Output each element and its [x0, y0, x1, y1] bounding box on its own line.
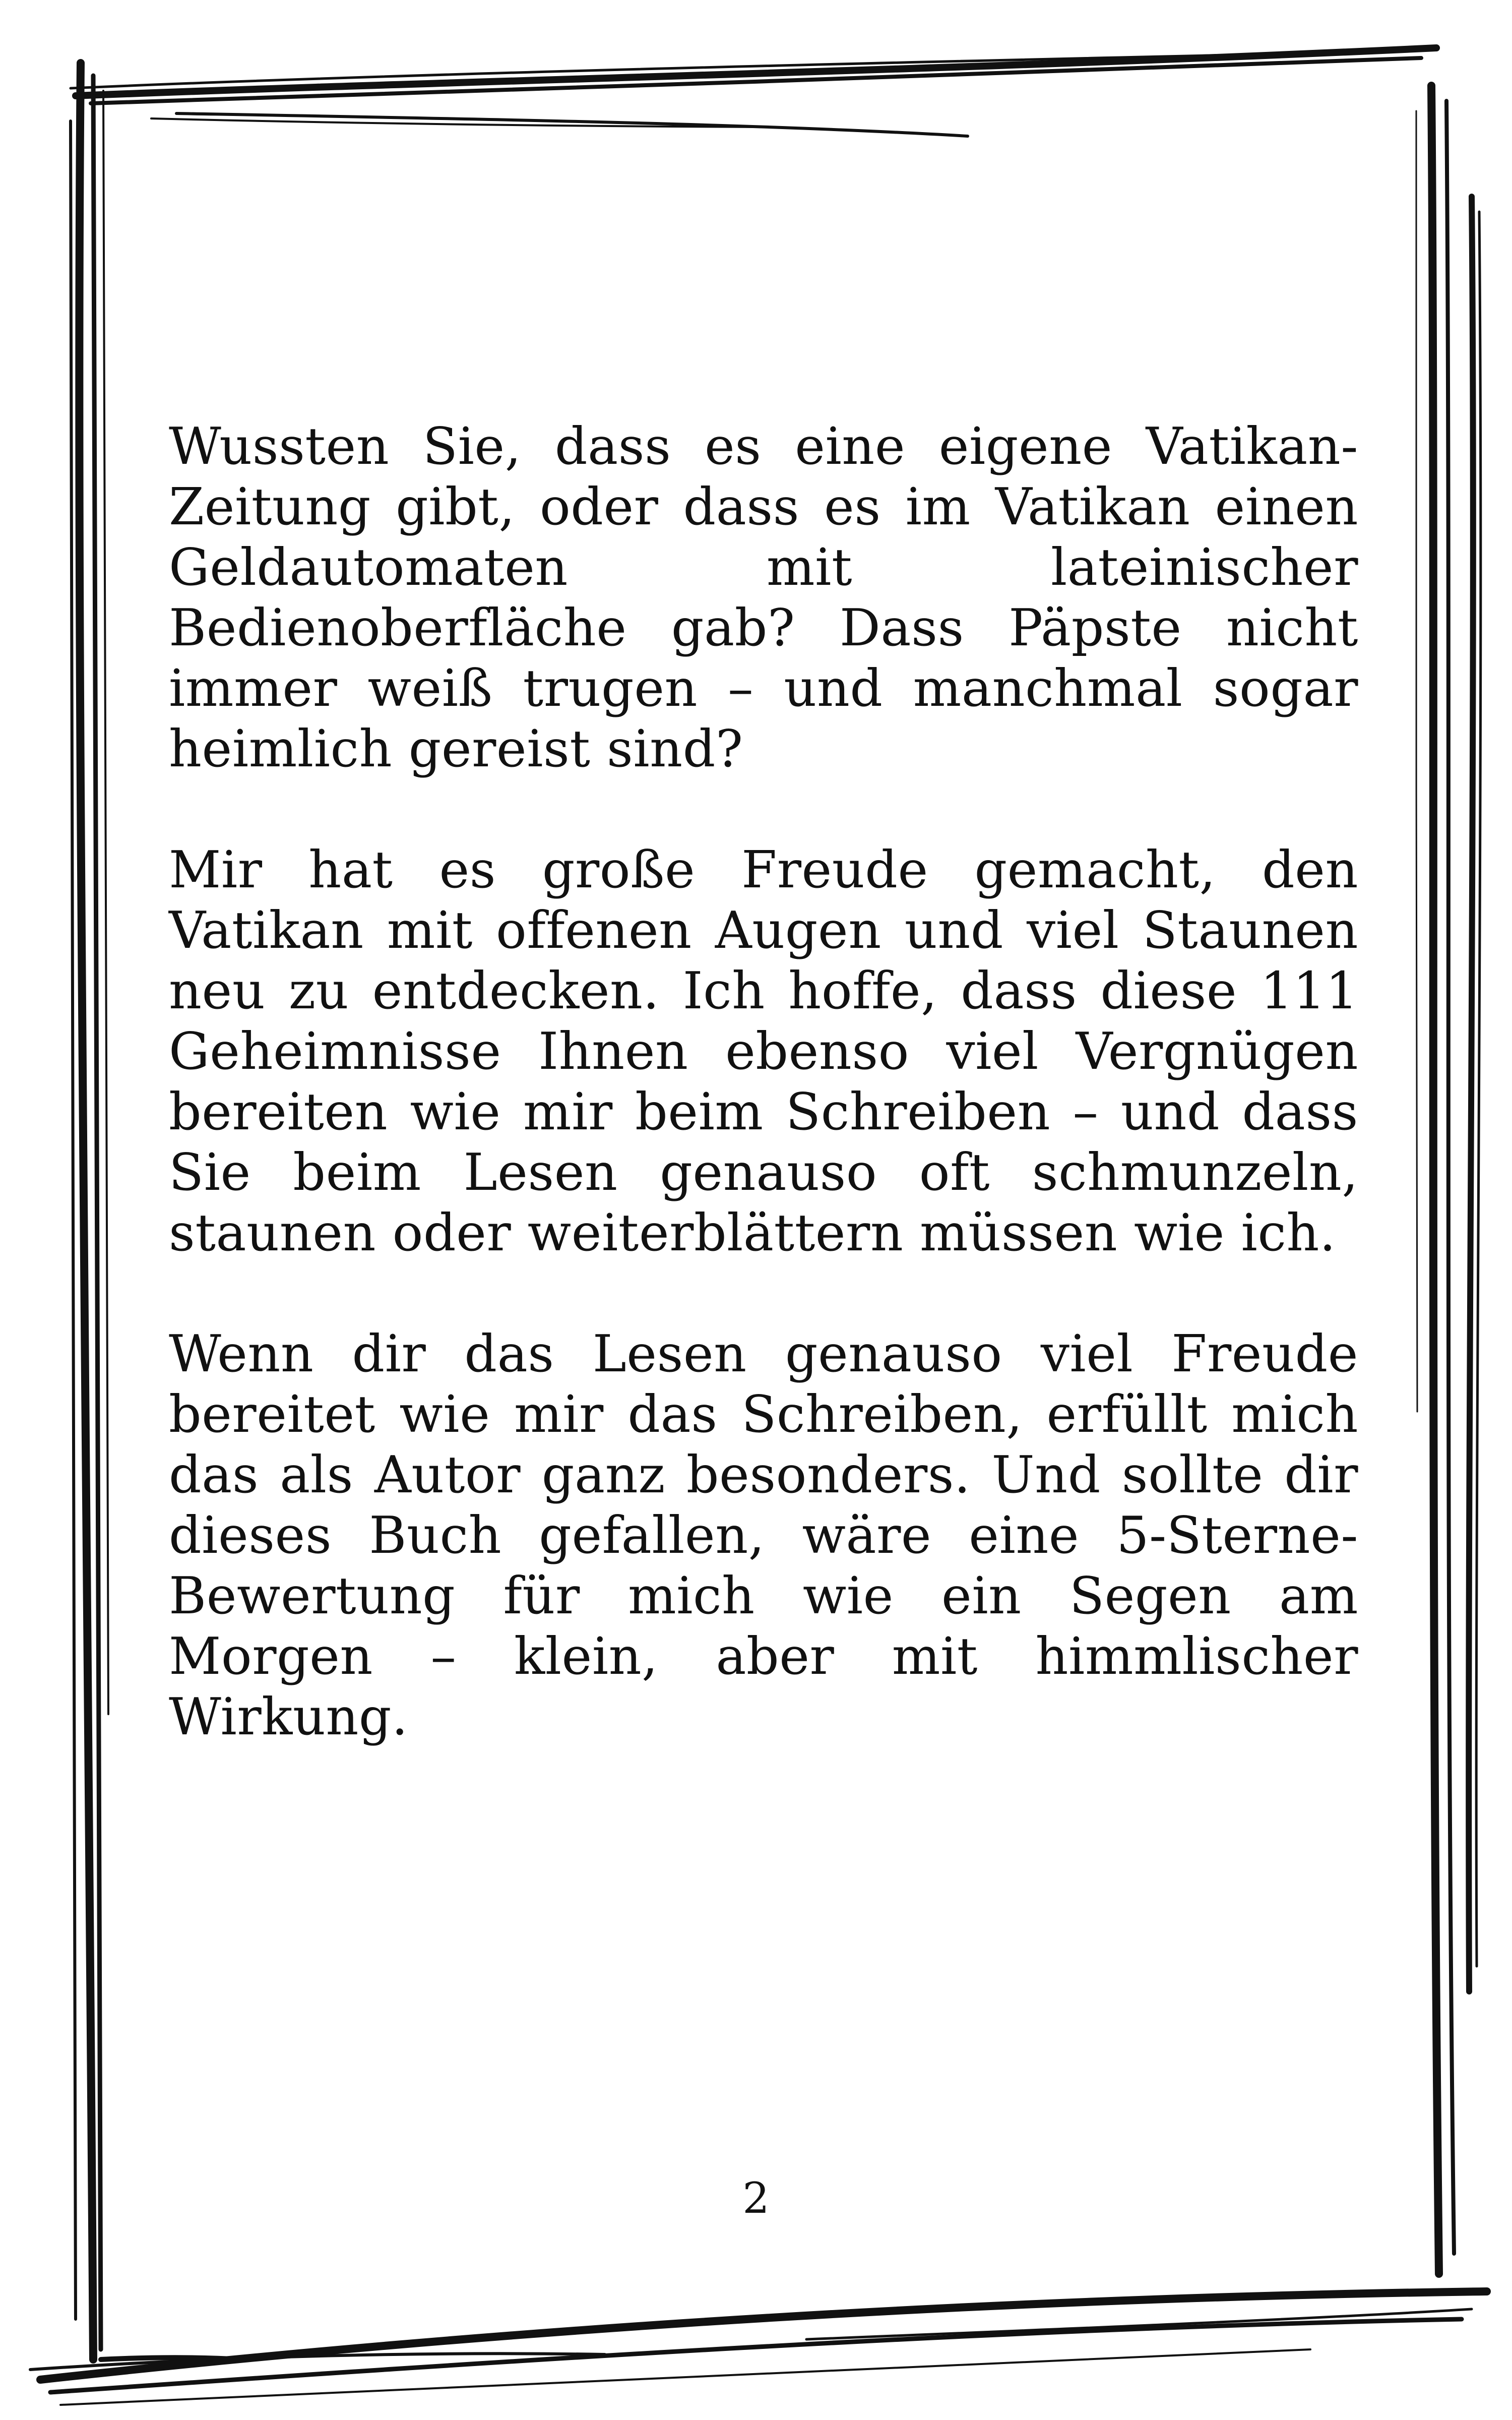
body-text	[169, 416, 1358, 1807]
frame-left-stroke	[79, 63, 93, 2360]
paragraph-1: Wussten Sie, dass es eine eigene Vatikan-Zeitung gibt, oder dass es im Vatikan einen Geldautomaten mit lateinischer Bedienoberfläche gab? Dass Päpste nicht immer weiß trugen – und manchmal sogar heimlich gereist sind?	[169, 416, 1358, 778]
page-number: 2	[742, 2173, 770, 2223]
paragraph-2: Mir hat es große Freude gemacht, den Vatikan mit offenen Augen und viel Staunen neu zu entdecken. Ich hoffe, dass diese 111 Geheimnisse Ihnen ebenso viel Vergnügen bereiten wie mir beim Schreiben – und dass Sie beim Lesen genauso oft schmunzeln, staunen oder weiterblättern müssen wie ich.	[169, 840, 1358, 1262]
frame-right-stroke	[1416, 111, 1417, 1412]
frame-right-stroke	[1446, 101, 1454, 2254]
frame-right-stroke	[1476, 212, 1481, 1966]
frame-right-stroke	[1469, 197, 1473, 1991]
paragraph-3: Wenn dir das Lesen genauso viel Freude bereitet wie mir das Schreiben, erfüllt mich das als Autor ganz besonders. Und sollte dir dieses Buch gefallen, wäre eine 5-Sterne-Bewertung für mich wie ein Segen am Morgen – klein, aber mit himmlischer Wirkung.	[169, 1324, 1358, 1746]
frame-left-stroke	[103, 91, 108, 1714]
frame-right-stroke	[1431, 86, 1439, 2274]
frame-top-stroke	[76, 48, 1436, 96]
frame-bottom-stroke	[101, 2357, 242, 2360]
frame-left-stroke	[69, 121, 76, 2319]
frame-bottom-stroke	[40, 2291, 1487, 2380]
